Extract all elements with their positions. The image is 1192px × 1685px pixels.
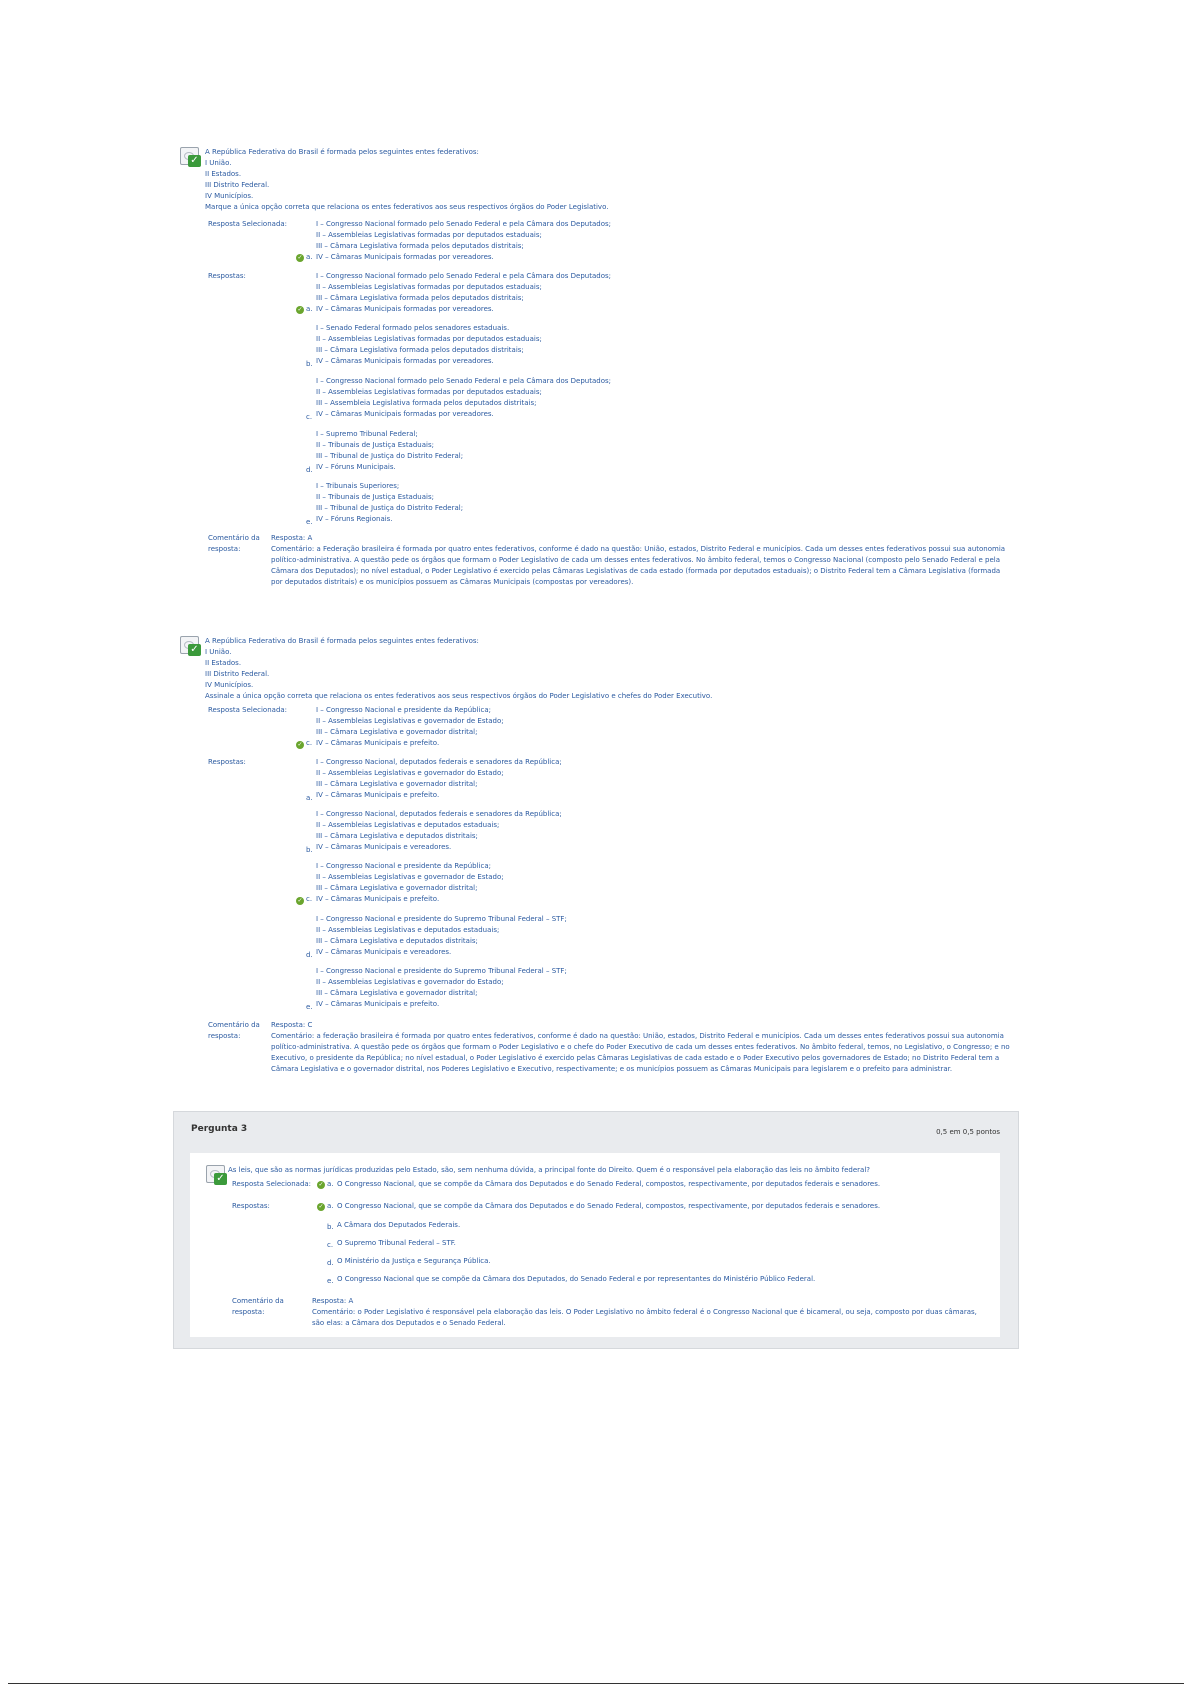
option-letter: d. [306,466,313,474]
answer-line: III – Assembleia Legislativa formada pelos deputados distritais; [316,399,537,407]
q1-comment [271,533,1011,588]
question-3-body [190,1153,1000,1337]
q2-answers-label: Respostas: [208,758,246,766]
answer-line: II – Assembleias Legislativas formadas por deputados estaduais; [316,231,542,239]
answer-line: IV – Câmaras Municipais e vereadores. [316,948,452,956]
option-letter: b. [327,1223,334,1231]
question-passed-icon: ✓ [180,636,202,656]
comment-label-line: resposta: [208,1032,241,1040]
q1-answers-label: Respostas: [208,272,246,280]
option-letter: e. [306,518,313,526]
comment-answer: Resposta: C [271,1021,313,1029]
answer-line: I – Congresso Nacional, deputados federais e senadores da República; [316,758,562,766]
q1-comment-label [208,533,260,555]
answer-line: IV – Fóruns Regionais. [316,515,393,523]
answer-line: IV – Câmaras Municipais formadas por vereadores. [316,305,494,313]
comment-text: Comentário: a federação brasileira é formada por quatro entes federativos, conforme é dado na questão: União, estados, Distrito Federal e municípios. Cada um desses entes federativos possui sua autonomia político-administrativa. A questão pede os órgãos que formam o Poder Legislativo e o chefe do Poder Executivo de cada um desses entes federativos. No âmbito federal, temos, no Legislativo, o Congresso; e no Executivo, o presidente da República; no nível estadual, o Poder Legislativo é exercido pelas Câmaras Legislativas de cada estado e o Poder Executivo pelos governadores de Estado; no Distrito Federal tem a Câmara Legislativa e o governador distrital, nos Poderes Legislativo e Executivo, respectivamente; e os municípios possuem as Câmaras Municipais para legislarem e o prefeito para administrar. [271,1032,1010,1073]
answer-line: II – Assembleias Legislativas e governador do Estado; [316,978,504,986]
q2-stem-line: IV Municípios. [205,681,254,689]
answer-line: II – Tribunais de Justiça Estaduais; [316,441,434,449]
q2-stem-line: I União. [205,648,232,656]
option-letter: b. [306,360,313,368]
option-letter: e. [306,1003,313,1011]
answer-line: IV – Câmaras Municipais e prefeito. [316,791,440,799]
comment-text: Comentário: o Poder Legislativo é responsável pela elaboração das leis. O Poder Legislativo no âmbito federal é o Congresso Nacional que é bicameral, ou seja, composto por duas câmaras, são elas: a Câmara dos Deputados e o Senado Federal. [312,1308,977,1327]
q2-stem [205,636,712,702]
answer-line: III – Câmara Legislativa e governador distrital; [316,780,478,788]
answer-line: I – Congresso Nacional e presidente da República; [316,862,491,870]
answer-line: II – Assembleias Legislativas formadas por deputados estaduais; [316,335,542,343]
correct-check-icon: ✓ [297,741,303,748]
q2-comment [271,1020,1011,1075]
q1-stem-line: A República Federativa do Brasil é formada pelos seguintes entes federativos: [205,148,479,156]
option-letter: a. [327,1180,334,1188]
q3-selected-label: Resposta Selecionada: [232,1180,312,1188]
answer-line: I – Congresso Nacional e presidente da República; [316,706,491,714]
correct-check-icon: ✓ [297,254,303,261]
option-letter: a. [327,1202,334,1210]
answer-line: II – Tribunais de Justiça Estaduais; [316,493,434,501]
answer-line: O Ministério da Justiça e Segurança Pública. [337,1257,491,1265]
correct-check-icon: ✓ [318,1181,324,1188]
option-letter: a. [306,794,313,802]
answer-line: IV – Fóruns Municipais. [316,463,396,471]
q3-comment-label [232,1296,284,1318]
option-letter: e. [327,1277,334,1285]
answer-line: II – Assembleias Legislativas e governador do Estado; [316,769,504,777]
answer-line: O Congresso Nacional que se compõe da Câmara dos Deputados, do Senado Federal e por representantes do Ministério Público Federal. [337,1275,816,1283]
answer-line: IV – Câmaras Municipais formadas por vereadores. [316,357,494,365]
answer-line: II – Assembleias Legislativas e deputados estaduais; [316,926,500,934]
answer-line: III – Câmara Legislativa formada pelos deputados distritais; [316,346,524,354]
q2-stem-line: A República Federativa do Brasil é formada pelos seguintes entes federativos: [205,637,479,645]
question-3-panel [173,1111,1019,1349]
correct-check-icon: ✓ [297,306,303,313]
correct-check-icon: ✓ [297,897,303,904]
q1-stem [205,147,608,213]
question-title: Pergunta 3 [191,1124,248,1134]
q2-selected-label: Resposta Selecionada: [208,706,288,714]
comment-answer: Resposta: A [312,1297,354,1305]
answer-line: IV – Câmaras Municipais e prefeito. [316,739,440,747]
q2-stem-line: III Distrito Federal. [205,670,270,678]
answer-line: III – Câmara Legislativa e deputados distritais; [316,832,478,840]
q1-stem-line: III Distrito Federal. [205,181,270,189]
answer-line: II – Assembleias Legislativas e governador de Estado; [316,717,504,725]
option-letter: b. [306,846,313,854]
q3-stem: As leis, que são as normas jurídicas produzidas pelo Estado, são, sem nenhuma dúvida, a principal fonte do Direito. Quem é o responsável pela elaboração das leis no âmbito federal? [228,1166,870,1174]
answer-line: III – Tribunal de Justiça do Distrito Federal; [316,452,464,460]
page-footer-rule [8,1683,1184,1684]
question-passed-icon: ✓ [180,147,202,167]
answer-line: II – Assembleias Legislativas e governador de Estado; [316,873,504,881]
comment-label-line: Comentário da [208,1021,260,1029]
q1-selected-label: Resposta Selecionada: [208,220,288,228]
comment-answer: Resposta: A [271,534,313,542]
answer-line: IV – Câmaras Municipais e prefeito. [316,895,440,903]
answer-line: II – Assembleias Legislativas formadas por deputados estaduais; [316,283,542,291]
option-letter: c. [306,739,313,747]
comment-label-line: resposta: [232,1308,265,1316]
q3-comment [312,1296,988,1329]
answer-line: III – Câmara Legislativa e governador distrital; [316,884,478,892]
q2-comment-label [208,1020,260,1042]
answer-line: IV – Câmaras Municipais e prefeito. [316,1000,440,1008]
option-letter: d. [327,1259,334,1267]
answer-line: I – Congresso Nacional, deputados federais e senadores da República; [316,810,562,818]
q1-stem-line: Marque a única opção correta que relaciona os entes federativos aos seus respectivos órgãos do Poder Legislativo. [205,203,609,211]
answer-line: I – Tribunais Superiores; [316,482,400,490]
answer-line: II – Assembleias Legislativas formadas por deputados estaduais; [316,388,542,396]
answer-line: A Câmara dos Deputados Federais. [337,1221,461,1229]
q1-stem-line: IV Municípios. [205,192,254,200]
answer-line: III – Câmara Legislativa e governador distrital; [316,989,478,997]
answer-line: III – Tribunal de Justiça do Distrito Federal; [316,504,464,512]
answer-line: III – Câmara Legislativa formada pelos deputados distritais; [316,294,524,302]
answer-line: I – Congresso Nacional formado pelo Senado Federal e pela Câmara dos Deputados; [316,220,611,228]
option-letter: c. [327,1241,334,1249]
question-score: 0,5 em 0,5 pontos [936,1128,1000,1136]
answer-line: I – Congresso Nacional formado pelo Senado Federal e pela Câmara dos Deputados; [316,272,611,280]
answer-line: III – Câmara Legislativa e governador distrital; [316,728,478,736]
answer-line: O Congresso Nacional, que se compõe da Câmara dos Deputados e do Senado Federal, compostos, respectivamente, por deputados federais e senadores. [337,1202,881,1210]
q1-stem-line: I União. [205,159,232,167]
q2-stem-line: Assinale a única opção correta que relaciona os entes federativos aos seus respectivos órgãos do Poder Legislativo e chefes do Poder Executivo. [205,692,713,700]
comment-label-line: resposta: [208,545,241,553]
option-letter: a. [306,305,313,313]
option-letter: c. [306,895,313,903]
question-passed-icon: ✓ [206,1165,228,1185]
comment-label-line: Comentário da [232,1297,284,1305]
answer-line: I – Congresso Nacional e presidente do Supremo Tribunal Federal – STF; [316,915,567,923]
comment-label-line: Comentário da [208,534,260,542]
option-letter: c. [306,413,313,421]
answer-line: IV – Câmaras Municipais formadas por vereadores. [316,253,494,261]
q3-answers-label: Respostas: [232,1202,270,1210]
answer-line: I – Congresso Nacional formado pelo Senado Federal e pela Câmara dos Deputados; [316,377,611,385]
comment-text: Comentário: a Federação brasileira é formada por quatro entes federativos, conforme é dado na questão: União, estados, Distrito Federal e municípios. Cada um desses entes federativos possui sua autonomia político-administrativa. A questão pede os órgãos que formam o Poder Legislativo de cada um desses entes federativos. No âmbito federal, temos o Congresso Nacional (composto pelo Senado Federal e pela Câmara dos Deputados); no nível estadual, o Poder Legislativo é exercido pelas Câmaras Legislativas de cada estado (formada por deputados estaduais); o Distrito Federal tem a Câmara Legislativa (formada por deputados distritais) e os municípios possuem as Câmaras Municipais (compostas por vereadores). [271,545,1006,586]
answer-line: II – Assembleias Legislativas e deputados estaduais; [316,821,500,829]
answer-line: III – Câmara Legislativa formada pelos deputados distritais; [316,242,524,250]
answer-line: I – Supremo Tribunal Federal; [316,430,418,438]
option-letter: d. [306,951,313,959]
option-letter: a. [306,253,313,261]
answer-line: IV – Câmaras Municipais e vereadores. [316,843,452,851]
answer-line: III – Câmara Legislativa e deputados distritais; [316,937,478,945]
answer-line: O Supremo Tribunal Federal – STF. [337,1239,456,1247]
q1-stem-line: II Estados. [205,170,242,178]
q2-stem-line: II Estados. [205,659,242,667]
correct-check-icon: ✓ [318,1203,324,1210]
answer-line: I – Senado Federal formado pelos senadores estaduais. [316,324,510,332]
answer-line: IV – Câmaras Municipais formadas por vereadores. [316,410,494,418]
answer-line: I – Congresso Nacional e presidente do Supremo Tribunal Federal – STF; [316,967,567,975]
answer-line: O Congresso Nacional, que se compõe da Câmara dos Deputados e do Senado Federal, compostos, respectivamente, por deputados federais e senadores. [337,1180,881,1188]
